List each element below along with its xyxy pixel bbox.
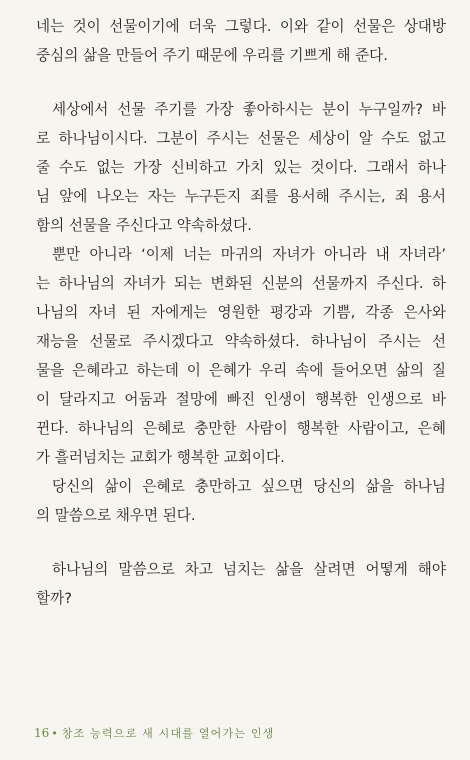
body-text-line: 당신의 삶이 은혜로 충만하고 싶으면 당신의 삶을 하나님	[52, 478, 446, 495]
body-text-line: 는 하나님의 자녀가 되는 변화된 신분의 선물까지 주신다. 하	[36, 275, 446, 292]
body-text-line: 님 앞에 나오는 자는 누구든지 죄를 용서해 주시는, 죄 용서	[36, 188, 446, 205]
body-text-line: 뿐만 아니라 ‘이제 너는 마귀의 자녀가 아니라 내 자녀라’	[52, 246, 446, 263]
body-text-line: 물을 은혜라고 하는데 이 은혜가 우리 속에 들어오면 삶의 질	[36, 362, 446, 379]
body-text-line: 줄 수도 없는 가장 신비하고 가치 있는 것이다. 그래서 하나	[36, 159, 446, 176]
body-text-line: 가 흘러넘치는 교회가 행복한 교회이다.	[36, 449, 285, 466]
body-text-line: 중심의 삶을 만들어 주기 때문에 우리를 기쁘게 해 준다.	[36, 47, 388, 64]
body-text-line: 의 말씀으로 채우면 된다.	[36, 507, 196, 524]
page-footer	[34, 725, 274, 741]
body-text-line: 함의 선물을 주신다고 약속하셨다.	[36, 217, 252, 234]
page-number: 16	[34, 726, 50, 740]
body-text-line: 이 달라지고 어둠과 절망에 빠진 인생이 행복한 인생으로 바	[36, 391, 446, 408]
body-text-line: 네는 것이 선물이기에 더욱 그렇다. 이와 같이 선물은 상대방	[36, 18, 446, 35]
body-text-line: 나님의 자녀 된 자에게는 영원한 평강과 기쁨, 각종 은사와	[36, 304, 446, 321]
body-text-line: 세상에서 선물 주기를 가장 좋아하시는 분이 누구일까? 바	[52, 101, 446, 118]
running-title: 창조 능력으로 새 시대를 열어가는 인생	[61, 727, 275, 740]
body-text-line: 하나님의 말씀으로 차고 넘치는 삶을 살려면 어떻게 해야	[52, 561, 446, 578]
body-text-line: 뀐다. 하나님의 은혜로 충만한 사람이 행복한 사람이고, 은혜	[36, 420, 446, 437]
body-text-line: 로 하나님이시다. 그분이 주시는 선물은 세상이 알 수도 없고	[36, 130, 446, 147]
body-text-line: 할까?	[36, 590, 72, 607]
body-text-line: 재능을 선물로 주시겠다고 약속하셨다. 하나님이 주시는 선	[36, 333, 446, 350]
footer-bullet: •	[51, 727, 58, 740]
